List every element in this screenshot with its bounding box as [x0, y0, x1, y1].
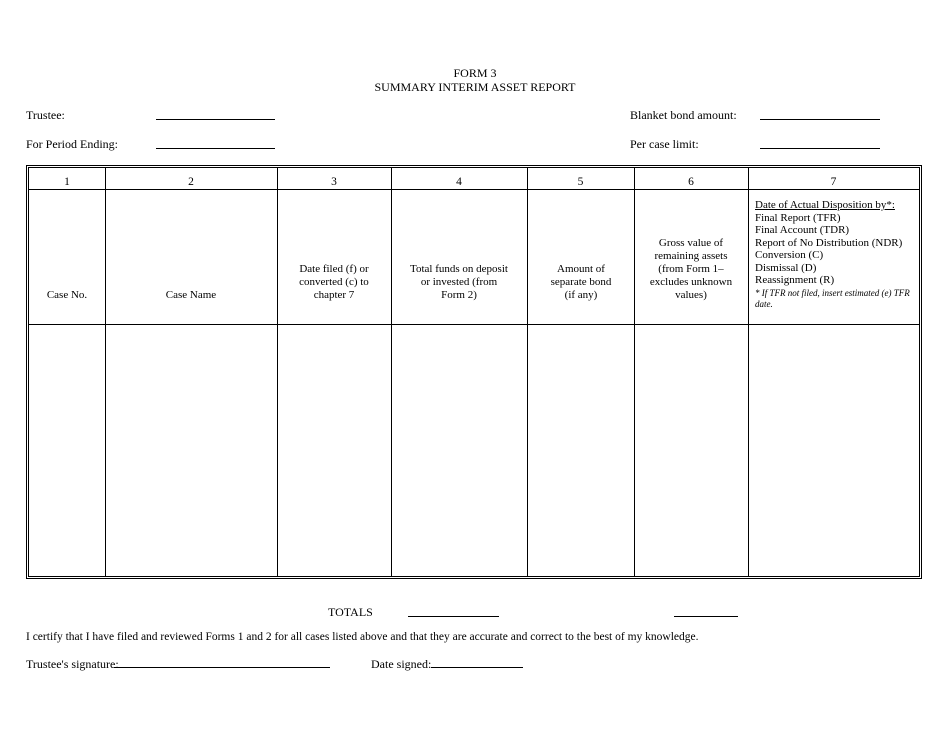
signature-label: Trustee's signature: — [26, 657, 119, 671]
disposition-note: * If TFR not filed, insert estimated (e) TFR date. — [755, 287, 910, 309]
disposition-item: Dismissal (D) — [755, 261, 817, 274]
disposition-item: Conversion (C) — [755, 249, 824, 261]
form-title: SUMMARY INTERIM ASSET REPORT — [374, 80, 576, 94]
disposition-heading: Date of Actual Disposition by*: — [755, 199, 895, 211]
row-divider — [29, 324, 919, 325]
period-ending-label: For Period Ending: — [26, 137, 118, 151]
header-gross-value: Gross value of remaining assets (from Form 1– excludes unknown values) — [649, 237, 733, 301]
header-disposition — [755, 199, 920, 310]
header-date-filed: Date filed (f) or converted (c) to chapter 7 — [299, 263, 369, 301]
disposition-item: Reassignment (R) — [755, 274, 835, 286]
column-divider — [105, 168, 106, 576]
column-number-1: 1 — [64, 176, 70, 188]
column-number-3: 3 — [331, 176, 337, 188]
column-divider — [527, 168, 528, 576]
column-number-7: 7 — [830, 176, 837, 188]
disposition-item: Report of No Distribution (NDR) — [755, 236, 903, 249]
per-case-limit-field[interactable] — [760, 148, 880, 149]
header-total-funds: Total funds on deposit or invested (from Form 2) — [410, 263, 508, 301]
trustee-field[interactable] — [156, 119, 275, 120]
date-signed-field[interactable] — [431, 667, 523, 668]
header-case-no: Case No. — [46, 289, 88, 301]
column-number-2: 2 — [188, 176, 194, 188]
total-funds-field[interactable] — [408, 616, 499, 617]
column-number-6: 6 — [688, 176, 694, 188]
trustee-label: Trustee: — [26, 108, 65, 122]
column-divider — [634, 168, 635, 576]
blanket-bond-field[interactable] — [760, 119, 880, 120]
asset-report-table — [26, 165, 922, 579]
column-divider — [277, 168, 278, 576]
per-case-limit-label: Per case limit: — [630, 137, 699, 151]
period-ending-field[interactable] — [156, 148, 275, 149]
date-signed-label: Date signed: — [371, 657, 432, 671]
form-number: FORM 3 — [453, 66, 497, 80]
signature-field[interactable] — [114, 667, 330, 668]
totals-label: TOTALS — [328, 605, 373, 619]
disposition-item: Final Account (TDR) — [755, 224, 850, 236]
header-separate-bond: Amount of separate bond (if any) — [550, 263, 612, 301]
row-divider — [29, 189, 919, 190]
column-number-5: 5 — [577, 176, 584, 188]
certification-statement: I certify that I have filed and reviewed Forms 1 and 2 for all cases listed above and that they are accurate and correct to the best of my knowledge. — [26, 631, 699, 643]
column-divider — [391, 168, 392, 576]
column-divider — [748, 168, 749, 576]
total-gross-value-field[interactable] — [674, 616, 738, 617]
header-case-name: Case Name — [165, 289, 217, 301]
blanket-bond-label: Blanket bond amount: — [630, 108, 737, 122]
disposition-item: Final Report (TFR) — [755, 211, 841, 224]
column-number-4: 4 — [456, 176, 462, 188]
